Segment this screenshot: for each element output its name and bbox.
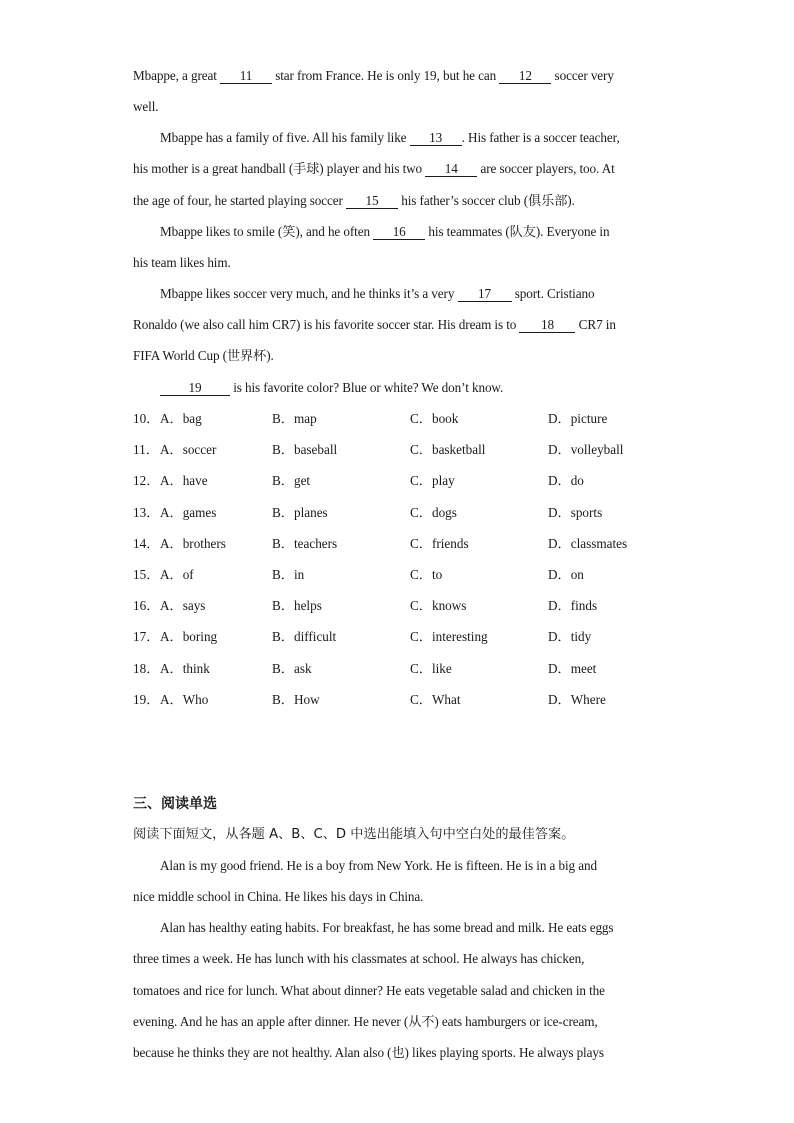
option-c[interactable]: C．knows: [410, 598, 467, 613]
option-c[interactable]: C．play: [410, 473, 455, 488]
text: sport. Cristiano: [511, 286, 595, 301]
question-number: 12．: [133, 473, 160, 488]
passage1-line-6: [160, 223, 690, 241]
passage1-line-10: FIFA World Cup (世界杯).: [133, 348, 274, 363]
option-d[interactable]: D．finds: [548, 598, 598, 613]
text: are soccer players, too. At: [477, 161, 615, 176]
text: is his favorite color? Blue or white? We don’t know.: [230, 380, 504, 395]
option-d[interactable]: D．do: [548, 473, 584, 488]
question-number: 19．: [133, 692, 160, 707]
option-d[interactable]: D．sports: [548, 505, 603, 520]
passage2-line-5: tomatoes and rice for lunch. What about dinner? He eats vegetable salad and chicken in the: [133, 983, 605, 998]
passage1-line-5: [133, 192, 663, 210]
passage1-line-2: well.: [133, 99, 159, 114]
section-instruction: 阅读下面短文，从各题 A、B、C、D 中选出能填入句中空白处的最佳答案。: [133, 827, 575, 842]
option-a[interactable]: A．brothers: [160, 536, 226, 551]
option-d[interactable]: D．meet: [548, 661, 597, 676]
text: . His father is a soccer teacher,: [461, 130, 620, 145]
question-number: 10．: [133, 411, 160, 426]
option-a[interactable]: A．of: [160, 567, 194, 582]
text: Mbappe likes to smile (笑), and he often: [160, 224, 374, 239]
option-a[interactable]: A．says: [160, 598, 206, 613]
option-b[interactable]: B．map: [272, 411, 317, 426]
option-b[interactable]: B．get: [272, 473, 311, 488]
option-a[interactable]: A．bag: [160, 411, 202, 426]
text: Mbappe likes soccer very much, and he thinks it’s a very: [160, 286, 458, 301]
option-d[interactable]: D．tidy: [548, 629, 592, 644]
option-b[interactable]: B．teachers: [272, 536, 338, 551]
passage2-line-2: nice middle school in China. He likes his days in China.: [133, 889, 424, 904]
option-a[interactable]: A．Who: [160, 692, 209, 707]
option-c[interactable]: C．like: [410, 661, 452, 676]
option-a[interactable]: A．boring: [160, 629, 218, 644]
passage2-line-4: three times a week. He has lunch with his classmates at school. He always has chicken,: [133, 951, 585, 966]
question-number: 17．: [133, 629, 160, 644]
passage1-line-4: [133, 160, 663, 178]
option-a[interactable]: A．think: [160, 661, 210, 676]
passage1-line-8: [160, 285, 690, 303]
question-number: 15．: [133, 567, 160, 582]
text: star from France. He is only 19, but he can: [272, 68, 500, 83]
question-number: 18．: [133, 661, 160, 676]
option-b[interactable]: B．helps: [272, 598, 322, 613]
option-b[interactable]: B．in: [272, 567, 305, 582]
passage2-line-7: because he thinks they are not healthy. Alan also (也) likes playing sports. He always plays: [133, 1045, 604, 1060]
passage1-line-9: [133, 316, 663, 334]
option-d[interactable]: D．picture: [548, 411, 608, 426]
option-d[interactable]: D．volleyball: [548, 442, 624, 457]
passage1-line-11: [160, 379, 690, 397]
blank-11: 11: [220, 69, 272, 84]
option-a[interactable]: A．have: [160, 473, 208, 488]
passage1-line-7: his team likes him.: [133, 255, 231, 270]
blank-17: 17: [458, 287, 512, 302]
passage1-line-3: [160, 129, 690, 147]
text: soccer very: [551, 68, 614, 83]
text: Mbappe has a family of five. All his family like: [160, 130, 410, 145]
option-c[interactable]: C．dogs: [410, 505, 457, 520]
text: his teammates (队友). Everyone in: [425, 224, 610, 239]
option-b[interactable]: B．difficult: [272, 629, 337, 644]
blank-14: 14: [425, 162, 477, 177]
option-a[interactable]: A．games: [160, 505, 217, 520]
blank-12: 12: [499, 69, 551, 84]
passage2-line-6: evening. And he has an apple after dinner. He never (从不) eats hamburgers or ice-cream,: [133, 1014, 598, 1029]
option-b[interactable]: B．How: [272, 692, 320, 707]
blank-19: 19: [160, 381, 230, 396]
text: his mother is a great handball (手球) player and his two: [133, 161, 426, 176]
question-number: 11．: [133, 442, 159, 457]
option-c[interactable]: C．What: [410, 692, 461, 707]
text: Ronaldo (we also call him CR7) is his favorite soccer star. His dream is to: [133, 317, 520, 332]
option-b[interactable]: B．baseball: [272, 442, 338, 457]
blank-16: 16: [373, 225, 425, 240]
text: Mbappe, a great: [133, 68, 221, 83]
blank-13: 13: [410, 131, 462, 146]
question-number: 14．: [133, 536, 160, 551]
section-title: 三、阅读单选: [133, 796, 217, 812]
text: his father’s soccer club (俱乐部).: [398, 193, 575, 208]
passage2-line-1: Alan is my good friend. He is a boy from New York. He is fifteen. He is in a big and: [160, 858, 597, 873]
option-d[interactable]: D．classmates: [548, 536, 628, 551]
option-c[interactable]: C．interesting: [410, 629, 488, 644]
option-d[interactable]: D．Where: [548, 692, 606, 707]
passage2-line-3: Alan has healthy eating habits. For breakfast, he has some bread and milk. He eats eggs: [160, 920, 614, 935]
text: CR7 in: [575, 317, 616, 332]
option-c[interactable]: C．book: [410, 411, 459, 426]
option-d[interactable]: D．on: [548, 567, 584, 582]
option-a[interactable]: A．soccer: [160, 442, 217, 457]
option-b[interactable]: B．planes: [272, 505, 328, 520]
option-c[interactable]: C．basketball: [410, 442, 486, 457]
option-b[interactable]: B．ask: [272, 661, 312, 676]
question-number: 13．: [133, 505, 160, 520]
option-c[interactable]: C．to: [410, 567, 443, 582]
blank-15: 15: [346, 194, 398, 209]
blank-18: 18: [519, 318, 575, 333]
question-number: 16．: [133, 598, 160, 613]
text: the age of four, he started playing soccer: [133, 193, 347, 208]
passage1-line-1: [133, 67, 663, 85]
option-c[interactable]: C．friends: [410, 536, 469, 551]
